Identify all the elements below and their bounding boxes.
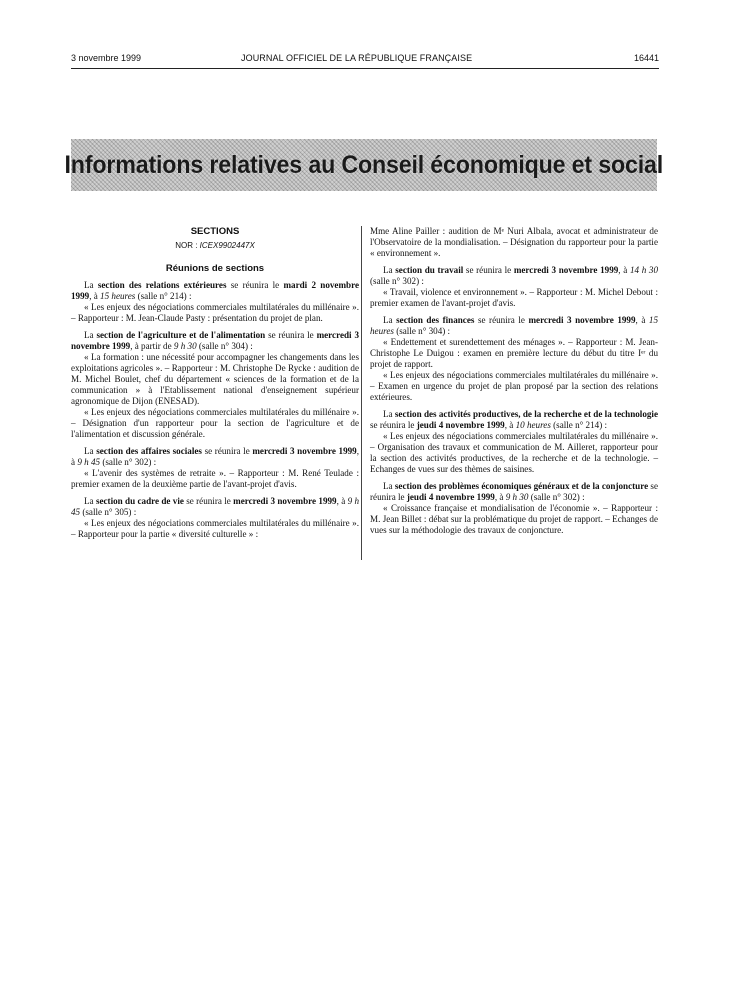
meeting-agenda: « La formation : une nécessité pour accompagner les changements dans les exploitations agricoles ». – Rapporteur : M. Christophe De Rycke : audition de M. Michel Boulet, chef du département « sciences de la formation et de la communication » à l'Etablissement national d'enseignement supérieur agronomique de Dijon (ENESAD). [71, 352, 359, 406]
section-banner [64, 139, 664, 191]
nor-reference [71, 240, 359, 251]
meeting-agenda: Mme Aline Pailler : audition de Mᵉ Nuri Albala, avocat et administrateur de l'Observatoire de la mondialisation. – Désignation du rapporteur pour la partie « environnement ». [370, 226, 658, 258]
meeting-heading: La section du travail se réunira le mercredi 3 novembre 1999, à 14 h 30 (salle n° 302) : [370, 265, 659, 286]
column-divider [361, 226, 362, 560]
meeting-agenda: « Travail, violence et environnement ». – Rapporteur : M. Michel Debout : premier examen de l'avant-projet d'avis. [370, 287, 658, 308]
right-column [370, 226, 658, 536]
sections-heading: SECTIONS [190, 226, 240, 237]
meeting-agenda: « Les enjeux des négociations commerciales multilatérales du millénaire ». – Examen en urgence du projet de plan proposé par la section des relations extérieures. [370, 370, 658, 402]
banner-title: Informations relatives au Conseil économique et social [64, 150, 664, 179]
left-column [71, 226, 359, 540]
meeting-agenda: « Les enjeux des négociations commerciales multilatérales du millénaire ». – Rapporteur : M. Jean-Claude Pasty : présentation du projet de plan. [71, 302, 359, 323]
meeting-heading: La section des affaires sociales se réunira le mercredi 3 novembre 1999, à 9 h 45 (salle n° 302) : [71, 446, 360, 467]
meeting-agenda: « L'avenir des systèmes de retraite ». – Rapporteur : M. René Teulade : premier examen de la deuxième partie de l'avant-projet d'avis. [71, 468, 359, 489]
header-rule [71, 68, 659, 69]
reunions-heading: Réunions de sections [165, 263, 265, 274]
meeting-agenda: « Les enjeux des négociations commerciales multilatérales du millénaire ». – Organisation des travaux et communication de M. Ailleret, rapporteur pour la section des activités productives, de la recherche et de la technologie. – Echanges de vues sur des thèmes de saisines. [370, 431, 658, 474]
meeting-heading: La section de l'agriculture et de l'alimentation se réunira le mercredi 3 novembre 1999, à partir de 9 h 30 (salle n° 304) : [71, 330, 359, 351]
header-page-number: 16441 [633, 53, 659, 63]
meeting-heading: La section des finances se réunira le mercredi 3 novembre 1999, à 15 heures (salle n° 304) : [370, 315, 658, 336]
header-date: 3 novembre 1999 [71, 53, 142, 63]
meeting-heading: La section des activités productives, de la recherche et de la technologie se réunira le jeudi 4 novembre 1999, à 10 heures (salle n° 214) : [370, 409, 658, 430]
page-header [71, 53, 659, 67]
meeting-agenda: « Croissance française et mondialisation de l'économie ». – Rapporteur : M. Jean Billet : débat sur la problématique du projet de rapport. – Echanges de vues sur la méthodologie des travaux de conjoncture. [370, 503, 658, 535]
meeting-agenda: « Les enjeux des négociations commerciales multilatérales du millénaire ». – Rapporteur pour la partie « diversité culturelle » : [71, 518, 359, 539]
nor-label: NOR : [175, 241, 198, 250]
meeting-agenda: « Endettement et surendettement des ménages ». – Rapporteur : M. Jean-Christophe Le Duigou : examen en première lecture du début du titre Iᵉʳ du projet de rapport. [370, 337, 658, 369]
meeting-agenda: « Les enjeux des négociations commerciales multilatérales du millénaire ». – Désignation d'un rapporteur pour la section de l'agriculture et de l'alimentation et discussion générale. [71, 407, 359, 439]
meeting-heading: La section des problèmes économiques généraux et de la conjoncture se réunira le jeudi 4 novembre 1999, à 9 h 30 (salle n° 302) : [370, 481, 658, 502]
header-journal-title: JOURNAL OFFICIEL DE LA RÉPUBLIQUE FRANÇAISE [241, 53, 473, 63]
meeting-heading: La section des relations extérieures se réunira le mardi 2 novembre 1999, à 15 heures (salle n° 214) : [71, 280, 359, 301]
nor-code: ICEX9902447X [199, 241, 255, 250]
meeting-heading: La section du cadre de vie se réunira le mercredi 3 novembre 1999, à 9 h 45 (salle n° 305) : [71, 496, 360, 517]
